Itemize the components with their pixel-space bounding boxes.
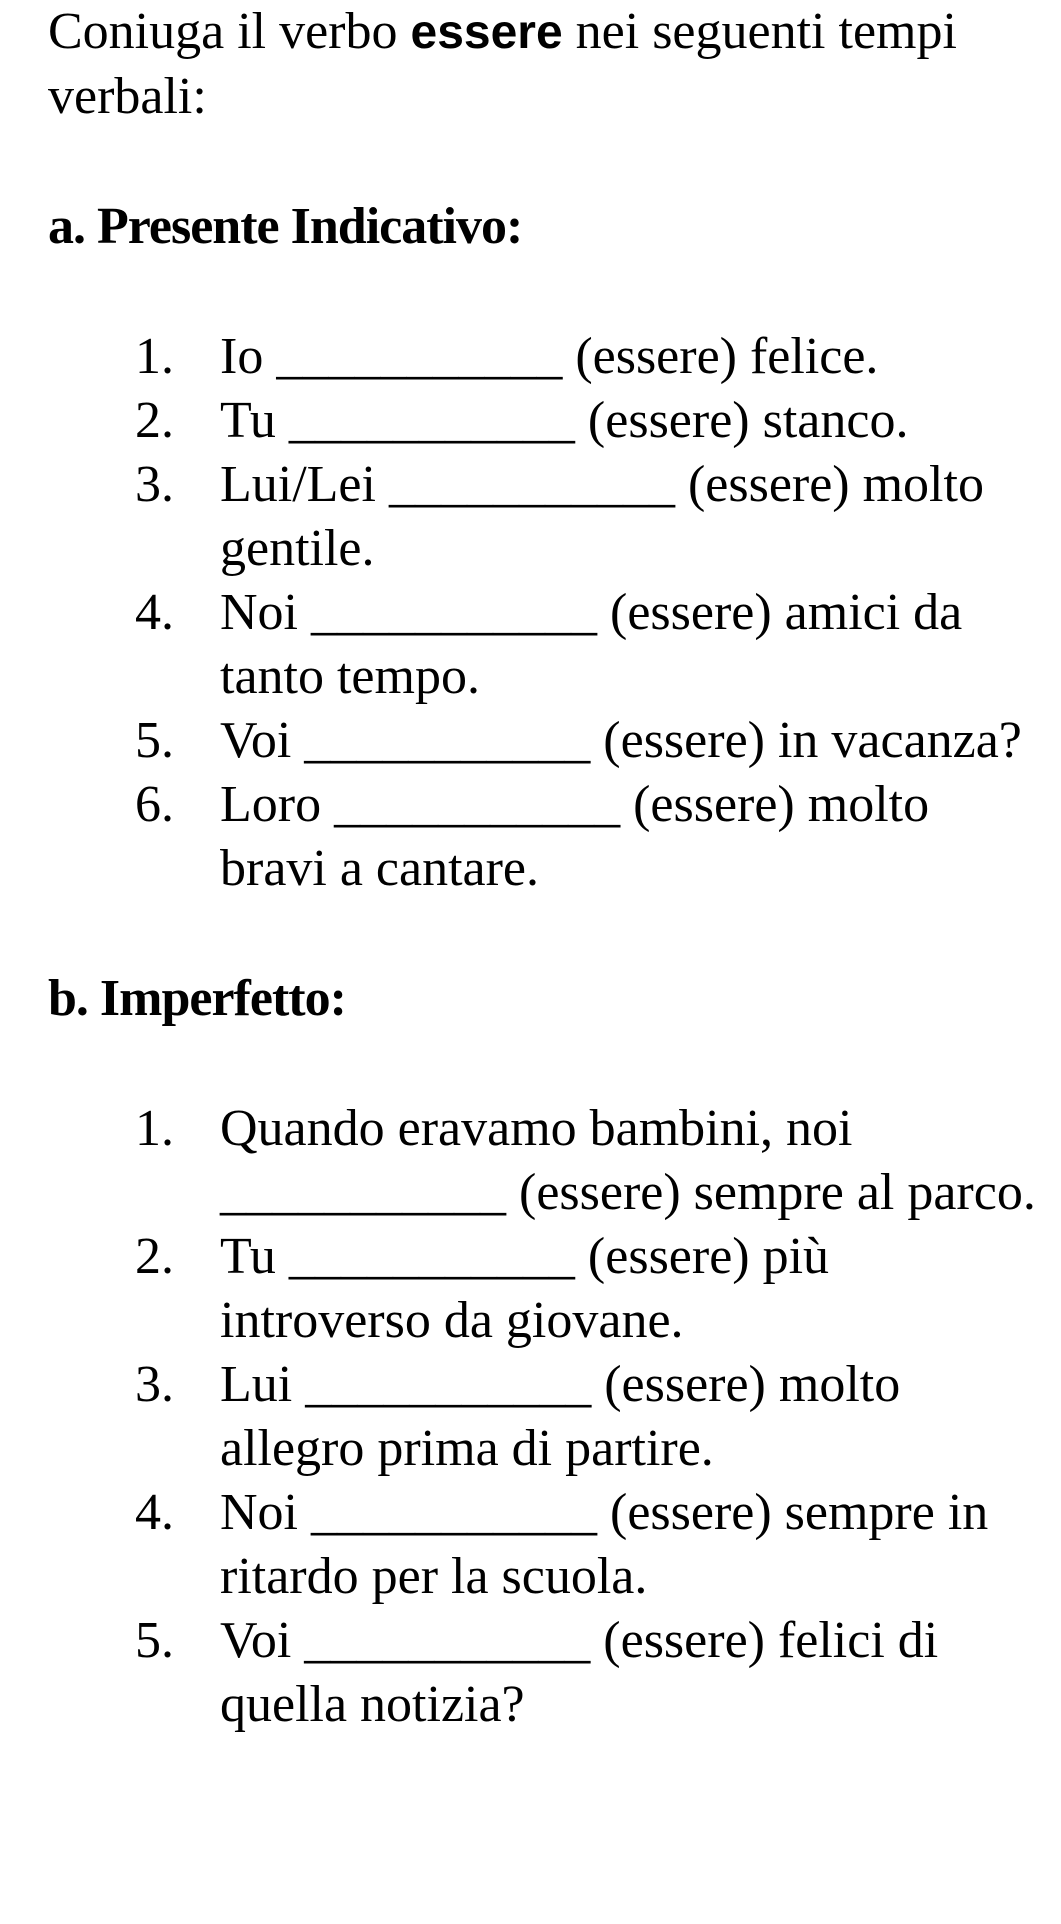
item-text: Voi ___________ (essere) in vacanza? [220,712,1022,769]
item-text: Quando eravamo bambini, noi ___________ (essere) sempre al parco. [220,1100,1036,1221]
section-heading-presente: a. Presente Indicativo: [48,198,523,255]
list-item [48,581,1040,709]
item-text: Noi ___________ (essere) amici da tanto tempo. [220,584,963,705]
item-number: 5. [135,712,174,769]
item-number: 3. [135,1356,174,1413]
item-text: Lui/Lei ___________ (essere) molto gentile. [220,456,984,577]
section-heading-imperfetto: b. Imperfetto: [48,970,346,1027]
list-item [48,709,1040,773]
item-text: Io ___________ (essere) felice. [220,328,879,385]
instruction-after: nei seguenti tempi verbali: [48,3,957,125]
list-item [48,1225,1040,1353]
instruction-before: Coniuga il verbo [48,3,411,60]
item-number: 4. [135,1484,174,1541]
list-item [48,1481,1040,1609]
item-number: 5. [135,1612,174,1669]
list-item [48,773,1040,901]
item-number: 4. [135,584,174,641]
instruction-verb: essere [410,6,563,59]
list-item [48,325,1040,389]
item-text: Tu ___________ (essere) più introverso da giovane. [220,1228,830,1349]
exercise-list-presente [48,325,1022,901]
item-text: Tu ___________ (essere) stanco. [220,392,909,449]
exercise-list-imperfetto [48,1097,1036,1737]
item-number: 2. [135,392,174,449]
list-item [48,1097,1040,1225]
list-item [48,453,1040,581]
item-text: Noi ___________ (essere) sempre in ritardo per la scuola. [220,1484,989,1605]
list-item [48,1353,1040,1481]
list-item [48,389,1040,453]
item-text: Loro ___________ (essere) molto bravi a cantare. [220,776,930,897]
item-number: 1. [135,328,174,385]
exercise-document [48,0,1036,1737]
list-item [48,1609,1040,1737]
item-number: 6. [135,776,174,833]
item-number: 1. [135,1100,174,1157]
item-text: Voi ___________ (essere) felici di quella notizia? [220,1612,939,1733]
item-number: 2. [135,1228,174,1285]
item-text: Lui ___________ (essere) molto allegro prima di partire. [220,1356,901,1477]
instruction-text [48,0,1008,129]
item-number: 3. [135,456,174,513]
